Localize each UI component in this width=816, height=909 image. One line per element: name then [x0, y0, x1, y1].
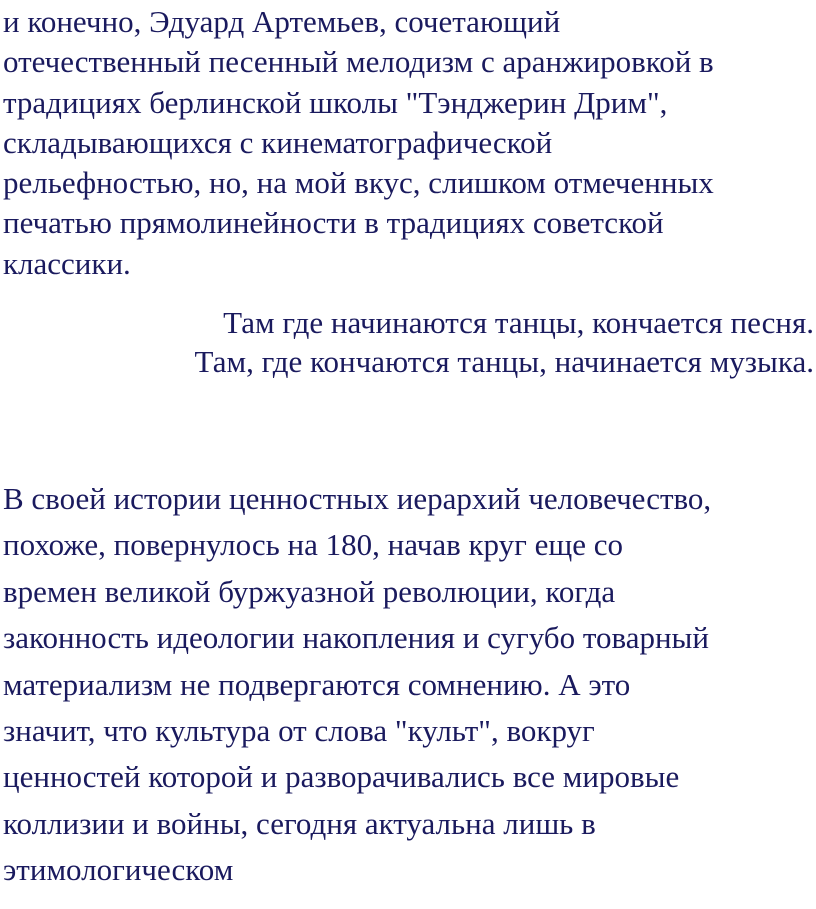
epigraph-quote [195, 303, 814, 381]
text-line: коллизии и войны, сегодня актуальна лишь в [3, 805, 596, 841]
text-line: этимологическом [3, 852, 234, 888]
text-line: традициях берлинской школы "Тэнджерин Дрим", [3, 84, 668, 120]
text-line: и конечно, Эдуард Артемьев, сочетающий [3, 4, 561, 39]
paragraph-artemyev [3, 2, 815, 284]
paragraph-values-history [3, 476, 815, 894]
text-line: складывающихся с кинематографической [3, 124, 553, 160]
text-line: значит, что культура от слова "культ", вокруг [3, 713, 595, 749]
text-line: В своей истории ценностных иерархий человечество, [3, 481, 712, 516]
text-line: рельефностью, но, на мой вкус, слишком отмеченных [3, 165, 714, 201]
text-line: печатью прямолинейности в традициях советской [3, 205, 664, 241]
text-line: законность идеологии накопления и сугубо товарный [3, 620, 709, 656]
text-line: времен великой буржуазной революции, когда [3, 573, 616, 609]
text-line: классики. [3, 245, 131, 281]
epigraph-line: Там, где кончаются танцы, начинается музыка. [194, 344, 814, 379]
epigraph-line: Там где начинаются танцы, кончается песня. [223, 305, 814, 340]
text-line: материализм не подвергаются сомнению. А это [3, 666, 631, 702]
text-line: похоже, повернулось на 180, начав круг еще со [3, 527, 624, 563]
text-line: ценностей которой и разворачивались все мировые [3, 759, 680, 795]
text-line: отечественный песенный мелодизм с аранжировкой в [3, 44, 714, 80]
